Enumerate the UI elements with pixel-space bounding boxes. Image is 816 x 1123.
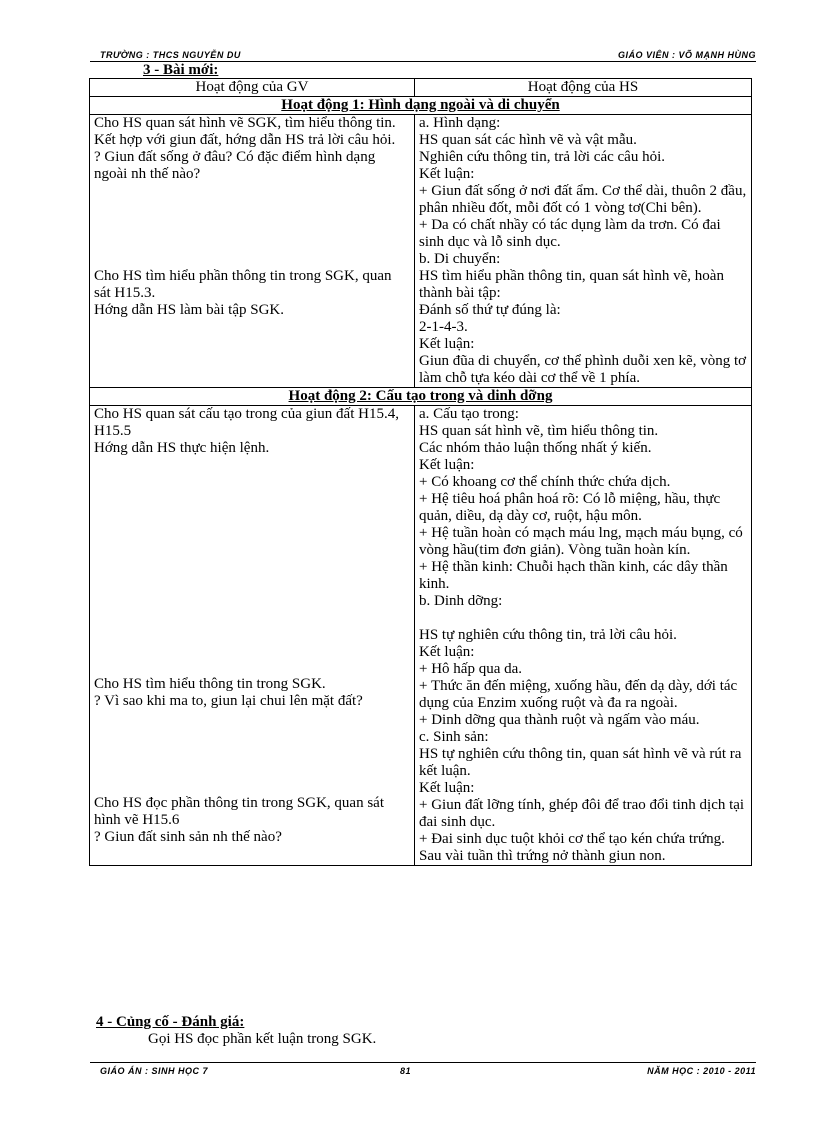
activity-1-header-row [90,97,752,115]
activity-2-title: Hoạt động 2: Cấu tạo trong và dinh dỡng [90,388,752,406]
lesson-table [89,78,752,866]
section-4-text: Gọi HS đọc phần kết luận trong SGK. [148,1031,377,1047]
activity-2-hs-cell [415,406,752,866]
hs-text: a. Hình dạng: [419,115,501,131]
hs-text: b. Di chuyển: [419,251,501,267]
header-teacher: GIÁO VIÊN : VÕ MẠNH HÙNG [617,50,756,60]
activity-1-hs-cell [415,115,752,388]
hs-text: + Giun đất sống ở nơi đất ẩm. Cơ thể dài, thuôn 2 đầu, phân nhiều đốt, mỗi đốt có 1 vòng tơ(Chi bên). [419,183,747,216]
footer-page-number: 81 [400,1066,412,1076]
gv-text: Hớng dẫn HS thực hiện lệnh. [94,440,270,456]
hs-text: Kết luận: [419,336,475,352]
hs-text: + Dinh dỡng qua thành ruột và ngấm vào máu. [419,712,700,728]
gv-text: ? Giun đất sinh sản nh thế nào? [94,829,282,845]
hs-text: Sau vài tuần thì trứng nở thành giun non. [419,848,666,864]
gv-text: Cho HS quan sát cấu tạo trong của giun đất H15.4, H15.5 [94,406,399,439]
hs-text: HS tự nghiên cứu thông tin, quan sát hình vẽ và rút ra kết luận. [419,746,742,779]
footer-subject: GIÁO ÁN : SINH HỌC 7 [100,1066,209,1076]
gv-text: ? Vì sao khi ma to, giun lại chui lên mặt đất? [94,693,363,709]
header-school: TRƯỜNG : THCS NGUYỄN DU [100,50,241,60]
hs-text: 2-1-4-3. [419,319,468,335]
column-header-hs: Hoạt động của HS [415,79,752,97]
section-4-title: 4 - Củng cố - Đánh giá: [96,1014,245,1030]
activity-1-gv-cell [90,115,415,388]
hs-text: + Có khoang cơ thể chính thức chứa dịch. [419,474,671,490]
hs-text: + Hệ tiêu hoá phân hoá rõ: Có lỗ miệng, hầu, thực quản, diều, dạ dày cơ, ruột, hậu môn. [419,491,721,524]
gv-text: ? Giun đất sống ở đâu? Có đặc điểm hình dạng ngoài nh thế nào? [94,149,376,182]
activity-2-row [90,406,752,866]
section-3-title: 3 - Bài mới: [143,62,219,78]
hs-text: Kết luận: [419,644,475,660]
hs-text: + Đai sinh dục tuột khỏi cơ thể tạo kén chứa trứng. [419,831,725,847]
hs-text: Kết luận: [419,457,475,473]
hs-text: c. Sinh sản: [419,729,489,745]
column-header-row [90,79,752,97]
hs-text: Giun đũa di chuyển, cơ thể phình duỗi xen kẽ, vòng tơ làm chỗ tựa kéo dài cơ thể về 1 phía. [419,353,747,386]
hs-text: + Hô hấp qua da. [419,661,523,677]
gv-text: Cho HS đọc phần thông tin trong SGK, quan sát hình vẽ H15.6 [94,795,384,828]
hs-text: + Hệ tuần hoàn có mạch máu lng, mạch máu bụng, có vòng hầu(tim đơn giản). Vòng tuần hoàn kín. [419,525,743,558]
hs-text: HS quan sát các hình vẽ và vật mẫu. [419,132,637,148]
gv-text: Cho HS tìm hiểu phần thông tin trong SGK, quan sát H15.3. [94,268,392,301]
gv-text: Cho HS tìm hiểu thông tin trong SGK. [94,676,326,692]
hs-text: HS tìm hiểu phần thông tin, quan sát hình vẽ, hoàn thành bài tập: [419,268,724,301]
activity-1-row [90,115,752,388]
hs-text: HS quan sát hình vẽ, tìm hiểu thông tin. [419,423,659,439]
activity-2-gv-cell [90,406,415,866]
hs-text: Kết luận: [419,166,475,182]
hs-text: Kết luận: [419,780,475,796]
column-header-gv: Hoạt động của GV [90,79,415,97]
hs-text: + Hệ thần kinh: Chuỗi hạch thần kinh, các dây thần kinh. [419,559,728,592]
hs-text: + Thức ăn đến miệng, xuống hầu, đến dạ dày, dới tác dụng của Enzim xuống ruột và đa ra ngoài. [419,678,738,711]
gv-text: Hớng dẫn HS làm bài tập SGK. [94,302,284,318]
hs-text: + Da có chất nhầy có tác dụng làm da trơn. Có đai sinh dục và lỗ sinh dục. [419,217,721,250]
footer-school-year: NĂM HỌC : 2010 - 2011 [647,1066,756,1076]
footer-divider [90,1062,756,1063]
activity-1-title: Hoạt động 1: Hình dạng ngoài và di chuyển [90,97,752,115]
hs-text: Các nhóm thảo luận thống nhất ý kiến. [419,440,652,456]
gv-text: Cho HS quan sát hình vẽ SGK, tìm hiểu thông tin. [94,115,396,131]
hs-text: + Giun đất lỡng tính, ghép đôi để trao đổi tinh dịch tại đai sinh dục. [419,797,745,830]
hs-text: b. Dinh dỡng: [419,593,503,609]
hs-text: Nghiên cứu thông tin, trả lời các câu hỏi. [419,149,665,165]
gv-text: Kết hợp với giun đất, hớng dẫn HS trả lời câu hỏi. [94,132,396,148]
hs-text: a. Cấu tạo trong: [419,406,519,422]
hs-text: HS tự nghiên cứu thông tin, trả lời câu hỏi. [419,627,677,643]
activity-2-header-row [90,388,752,406]
hs-text: Đánh số thứ tự đúng là: [419,302,561,318]
